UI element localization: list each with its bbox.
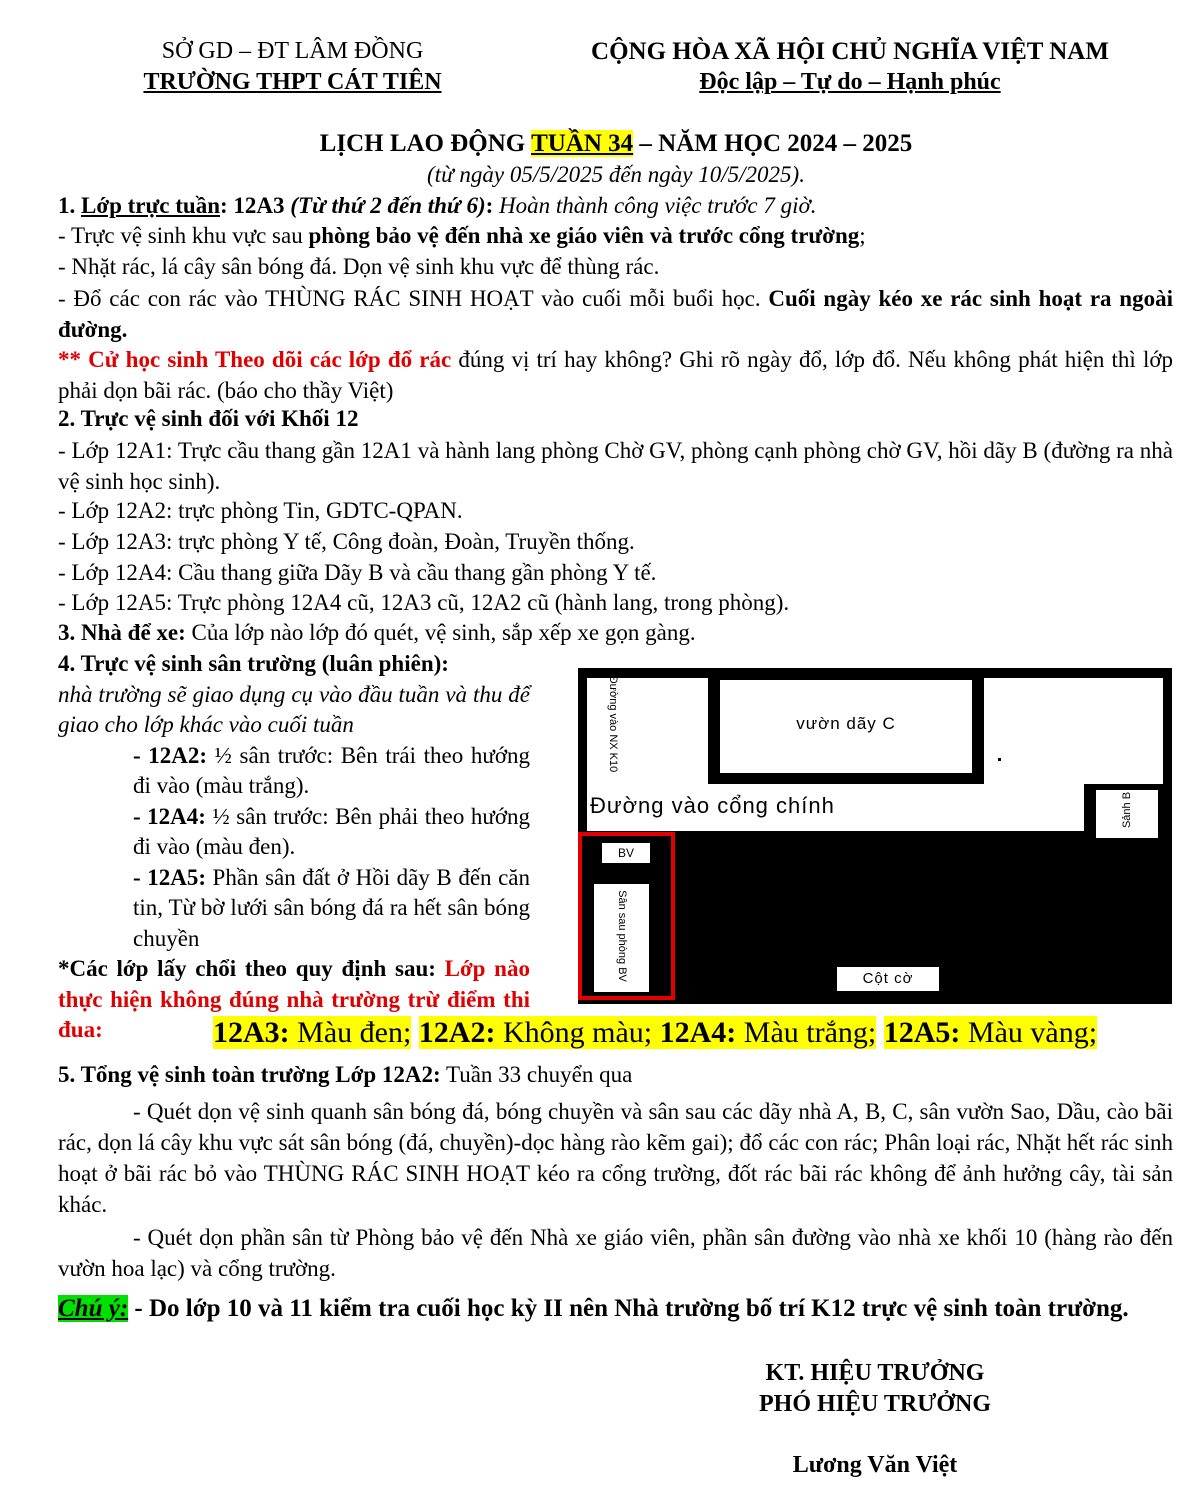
section-2-item: - Lớp 12A5: Trực phòng 12A4 cũ, 12A3 cũ, 12A2 cũ (hành lang, trong phòng). bbox=[58, 590, 790, 615]
section-4-12a4: - 12A4: ½ sân trước: Bên phải theo hướng đi vào (màu đen). bbox=[133, 803, 530, 859]
dept-name: SỞ GD – ĐT LÂM ĐỒNG bbox=[161, 38, 424, 64]
garden-label: vườn dãy C bbox=[796, 714, 896, 733]
broom-color-item: 12A2: Không màu; bbox=[418, 1016, 660, 1049]
section-1-heading: 1. Lớp trực tuần: 12A3 (Từ thứ 2 đến thứ 6): Hoàn thành công việc trước 7 giờ. bbox=[58, 193, 817, 218]
page-title: LỊCH LAO ĐỘNG TUẦN 34 – NĂM HỌC 2024 – 2025 bbox=[319, 130, 913, 157]
sanh-b-label: Sảnh B bbox=[1121, 791, 1133, 829]
header-right bbox=[560, 36, 1140, 98]
motto: Độc lập – Tự do – Hạnh phúc bbox=[699, 69, 1001, 95]
section-4-rule: *Các lớp lấy chổi theo quy định sau: Lớp nào thực hiện không đúng nhà trường trừ điểm thi đua: bbox=[58, 956, 530, 1042]
broom-color-item: 12A4: Màu trắng; bbox=[659, 1016, 877, 1049]
section-1-line-2: - Nhặt rác, lá cây sân bóng đá. Dọn vệ sinh khu vực để thùng rác. bbox=[58, 254, 660, 279]
section-2-heading: 2. Trực vệ sinh đối với Khối 12 bbox=[58, 406, 359, 431]
section-4-heading: 4. Trực vệ sinh sân trường (luân phiên): bbox=[58, 651, 449, 676]
section-1-line-3: - Đổ các con rác vào THÙNG RÁC SINH HOẠT vào cuối mỗi buổi học. Cuối ngày kéo xe rác sinh hoạt ra ngoài đường. bbox=[58, 286, 1173, 342]
road-nx-label: Đường vào NX K10 bbox=[607, 675, 619, 773]
section-4-column bbox=[58, 649, 530, 1046]
section-2-item: - Lớp 12A1: Trực cầu thang gần 12A1 và hành lang phòng Chờ GV, phòng cạnh phòng chờ GV, hồi dãy B (đường ra nhà vệ sinh học sinh). bbox=[58, 438, 1173, 494]
note: Chú ý: - Do lớp 10 và 11 kiểm tra cuối học kỳ II nên Nhà trường bố trí K12 trực vệ sinh toàn trường. bbox=[58, 1295, 1129, 1322]
section-5-heading: 5. Tổng vệ sinh toàn trường Lớp 12A2: Tuần 33 chuyển qua bbox=[58, 1062, 633, 1087]
flag-pole-box: Cột cờ bbox=[837, 967, 939, 991]
section-2-item: - Lớp 12A2: trực phòng Tin, GDTC-QPAN. bbox=[58, 498, 463, 523]
broom-colors bbox=[213, 1016, 1097, 1050]
section-2-item: - Lớp 12A4: Cầu thang giữa Dãy B và cầu thang gần phòng Y tế. bbox=[58, 560, 657, 585]
section-1-line-4: ** Cử học sinh Theo dõi các lớp đổ rác đúng vị trí hay không? Ghi rõ ngày đổ, lớp đổ. Nếu không phát hiện thì lớp phải dọn bãi rác. (báo cho thầy Việt) bbox=[58, 347, 1173, 403]
san-sau-label: Sân sau phòng BV bbox=[616, 890, 628, 982]
section-4-12a2: - 12A2: ½ sân trước: Bên trái theo hướng đi vào (màu trắng). bbox=[133, 742, 530, 798]
section-4-12a5: - 12A5: Phần sân đất ở Hồi dãy B đến căn tin, Từ bờ lưới sân bóng đá ra hết sân bóng chuyền bbox=[133, 864, 530, 951]
header-left bbox=[120, 36, 465, 98]
signature-title-1: KT. HIỆU TRƯỞNG bbox=[765, 1360, 985, 1386]
bv-box: BV bbox=[602, 843, 650, 863]
signature-title-2: PHÓ HIỆU TRƯỞNG bbox=[758, 1391, 992, 1417]
section-2-item: - Lớp 12A3: trực phòng Y tế, Công đoàn, Đoàn, Truyền thống. bbox=[58, 529, 635, 554]
country-name: CỘNG HÒA XÃ HỘI CHỦ NGHĨA VIỆT NAM bbox=[591, 38, 1109, 65]
right-block bbox=[1163, 668, 1172, 1004]
section-5-p2: - Quét dọn phần sân từ Phòng bảo vệ đến Nhà xe giáo viên, phần sân đường vào nhà xe khối 10 (hàng rào đến vườn hoa lạc) và cổng trường. bbox=[58, 1225, 1173, 1281]
date-range: (từ ngày 05/5/2025 đến ngày 10/5/2025). bbox=[427, 162, 805, 187]
note-label: Chú ý: bbox=[58, 1295, 129, 1322]
week-highlight: TUẦN 34 bbox=[531, 130, 634, 157]
signature-block bbox=[720, 1358, 1030, 1481]
map-dot bbox=[998, 758, 1001, 761]
section-3: 3. Nhà để xe: Của lớp nào lớp đó quét, vệ sinh, sắp xếp xe gọn gàng. bbox=[58, 620, 696, 645]
broom-color-item: 12A3: Màu đen; bbox=[213, 1016, 412, 1049]
section-4-intro: nhà trường sẽ giao dụng cụ vào đầu tuần và thu để giao cho lớp khác vào cuối tuần bbox=[58, 681, 530, 737]
broom-color-item: 12A5: Màu vàng; bbox=[883, 1016, 1098, 1049]
main-road-label: Đường vào cổng chính bbox=[590, 793, 835, 818]
section-1-line-1: - Trực vệ sinh khu vực sau phòng bảo vệ đến nhà xe giáo viên và trước cổng trường; bbox=[58, 223, 866, 248]
school-map bbox=[578, 668, 1172, 1004]
school-name: TRƯỜNG THPT CÁT TIÊN bbox=[143, 69, 442, 95]
signer-name: Lương Văn Việt bbox=[792, 1452, 958, 1478]
section-5-p1: - Quét dọn vệ sinh quanh sân bóng đá, bóng chuyền và sân sau các dãy nhà A, B, C, sân vườn Sao, Dầu, cào bãi rác, dọn lá cây khu vực sát sân bóng (đá, chuyền)-dọc hàng rào kẽm gai); đổ các con rác; Phân loại rác, Nhặt hết rác sinh hoạt ở bãi rác bỏ vào THÙNG RÁC SINH HOẠT kéo ra cổng trường, đốt rác bãi rác không để ảnh hưởng cây, tài sản khác. bbox=[58, 1099, 1173, 1217]
